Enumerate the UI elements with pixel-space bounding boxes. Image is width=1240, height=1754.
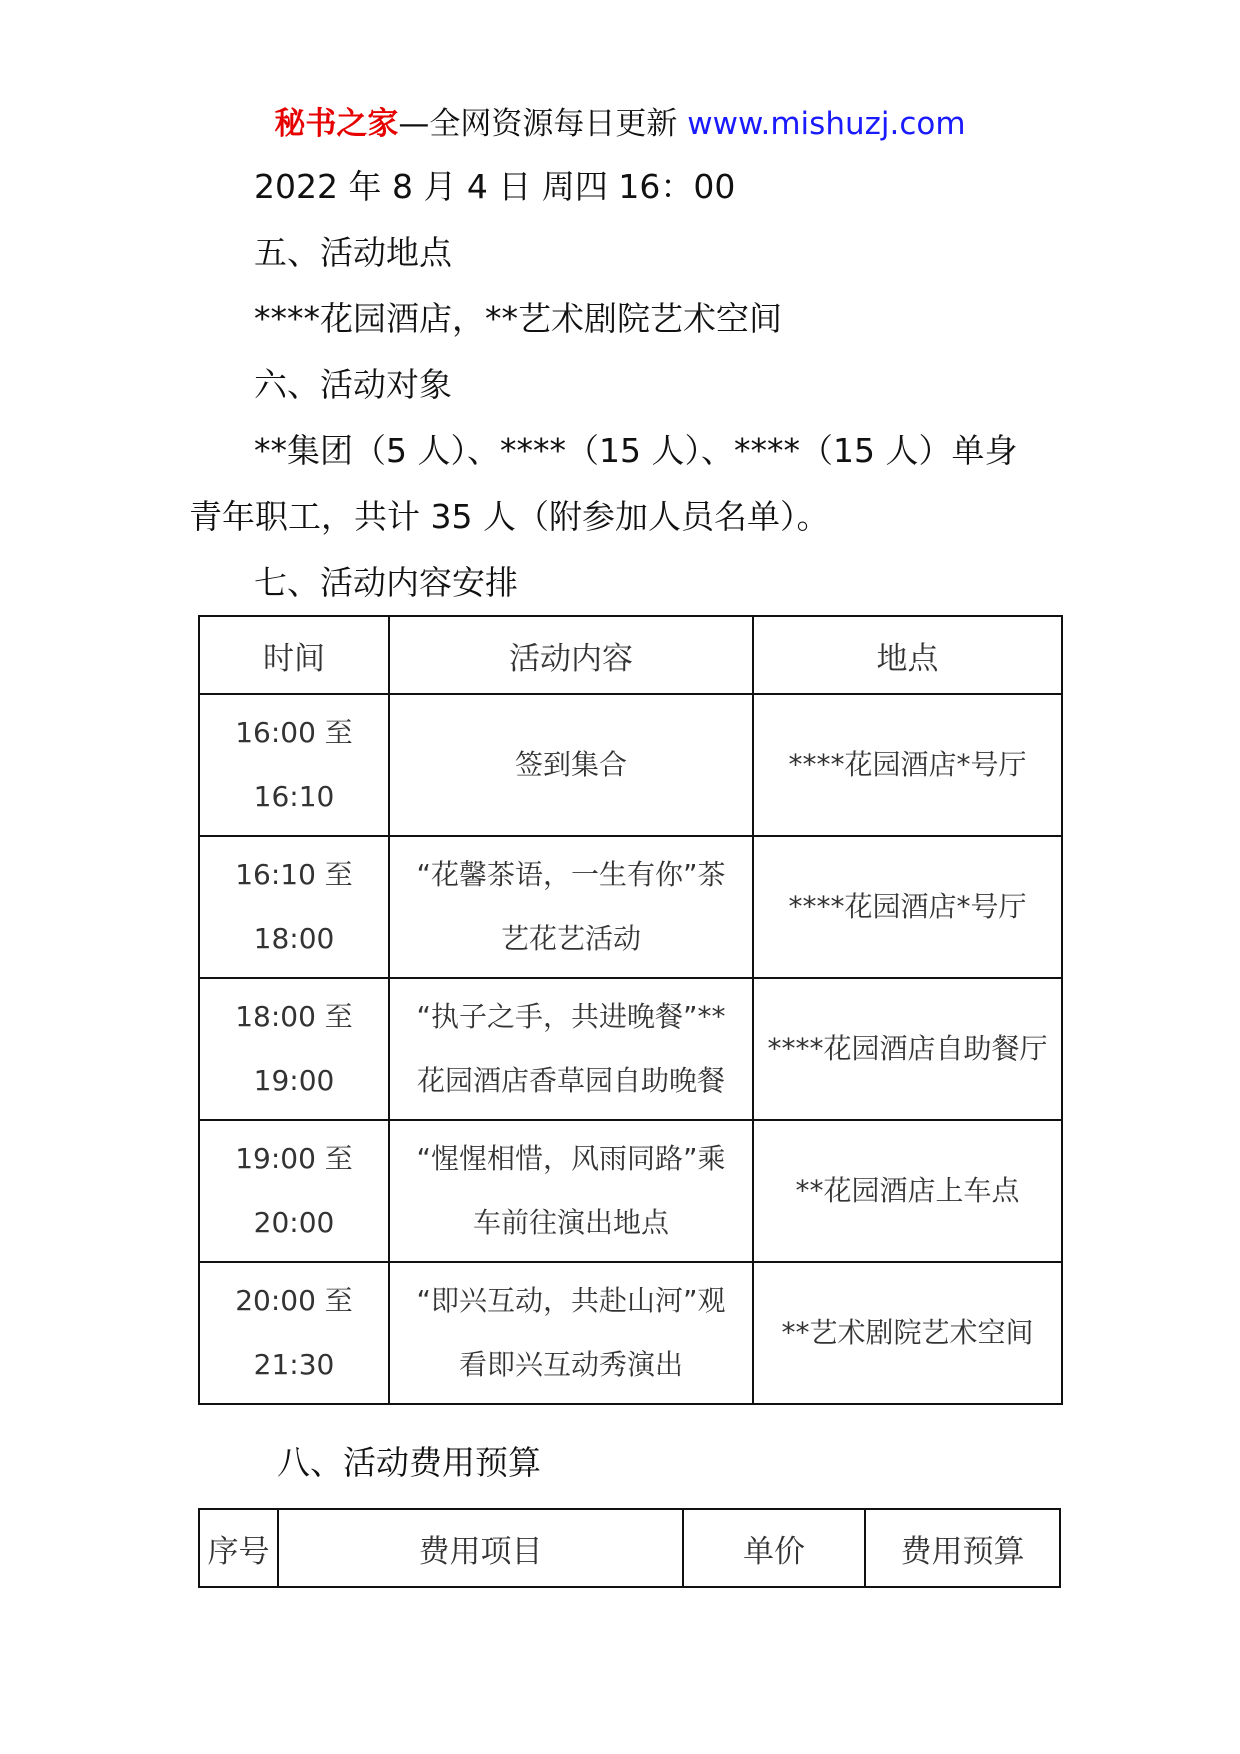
participants-line-2: 青年职工，共计 35 人（附参加人员名单）。: [189, 497, 830, 536]
time-start: 19:00 至: [235, 1142, 353, 1175]
header-content: 活动内容: [389, 616, 753, 694]
table-row: [199, 1262, 1062, 1404]
content-cell: [389, 978, 753, 1120]
time-start: 20:00 至: [235, 1284, 353, 1317]
time-cell: [199, 694, 389, 836]
time-start: 16:00 至: [235, 716, 353, 749]
header-place: 地点: [753, 616, 1062, 694]
section-6-heading: 六、活动对象: [254, 365, 452, 404]
content-line-2: 艺花艺活动: [500, 922, 641, 955]
content-cell: [389, 836, 753, 978]
time-start: 16:10 至: [235, 858, 353, 891]
time-cell: [199, 978, 389, 1120]
budget-header-row: [199, 1509, 1060, 1587]
time-end: 16:10: [253, 780, 335, 813]
table-row: [199, 694, 1062, 836]
header-expense-item: 费用项目: [278, 1509, 683, 1587]
header-index: 序号: [199, 1509, 278, 1587]
site-url-link[interactable]: www.mishuzj.com: [687, 106, 966, 142]
header-time: 时间: [199, 616, 389, 694]
time-start: 18:00 至: [235, 1000, 353, 1033]
place-cell: **艺术剧院艺术空间: [753, 1262, 1062, 1404]
time-end: 18:00: [253, 922, 335, 955]
header-unit-price: 单价: [683, 1509, 865, 1587]
site-header: [0, 102, 1240, 146]
content-line-2: 看即兴互动秀演出: [458, 1348, 683, 1381]
content-cell: [389, 694, 753, 836]
content-line-1: 签到集合: [514, 748, 627, 781]
section-8-heading: 八、活动费用预算: [277, 1443, 541, 1482]
time-cell: [199, 1262, 389, 1404]
table-row: [199, 1120, 1062, 1262]
content-cell: [389, 1120, 753, 1262]
activity-location: ****花园酒店，**艺术剧院艺术空间: [254, 299, 782, 338]
place-cell: ****花园酒店*号厅: [753, 694, 1062, 836]
time-end: 20:00: [253, 1206, 335, 1239]
time-end: 21:30: [253, 1348, 335, 1381]
site-slogan: —全网资源每日更新: [398, 106, 688, 142]
section-7-heading: 七、活动内容安排: [254, 563, 518, 602]
content-line-1: “惺惺相惜，风雨同路”乘: [416, 1142, 726, 1175]
brand-name: 秘书之家: [274, 106, 399, 142]
content-line-2: 花园酒店香草园自助晚餐: [416, 1064, 725, 1097]
content-line-1: “即兴互动，共赴山河”观: [416, 1284, 726, 1317]
content-line-2: 车前往演出地点: [472, 1206, 669, 1239]
budget-table: [198, 1508, 1061, 1588]
time-cell: [199, 1120, 389, 1262]
content-line-1: “花馨茶语，一生有你”茶: [416, 858, 726, 891]
place-cell: ****花园酒店自助餐厅: [753, 978, 1062, 1120]
activity-time: 2022 年 8 月 4 日 周四 16：00: [254, 167, 736, 206]
time-cell: [199, 836, 389, 978]
section-5-heading: 五、活动地点: [254, 233, 452, 272]
table-row: [199, 978, 1062, 1120]
table-row: [199, 836, 1062, 978]
content-line-1: “执子之手，共进晚餐”**: [416, 1000, 726, 1033]
content-cell: [389, 1262, 753, 1404]
schedule-table: [198, 615, 1063, 1405]
place-cell: **花园酒店上车点: [753, 1120, 1062, 1262]
time-end: 19:00: [253, 1064, 335, 1097]
schedule-header-row: [199, 616, 1062, 694]
header-budget: 费用预算: [865, 1509, 1060, 1587]
participants-line-1: **集团（5 人）、****（15 人）、****（15 人）单身: [254, 431, 1018, 470]
place-cell: ****花园酒店*号厅: [753, 836, 1062, 978]
